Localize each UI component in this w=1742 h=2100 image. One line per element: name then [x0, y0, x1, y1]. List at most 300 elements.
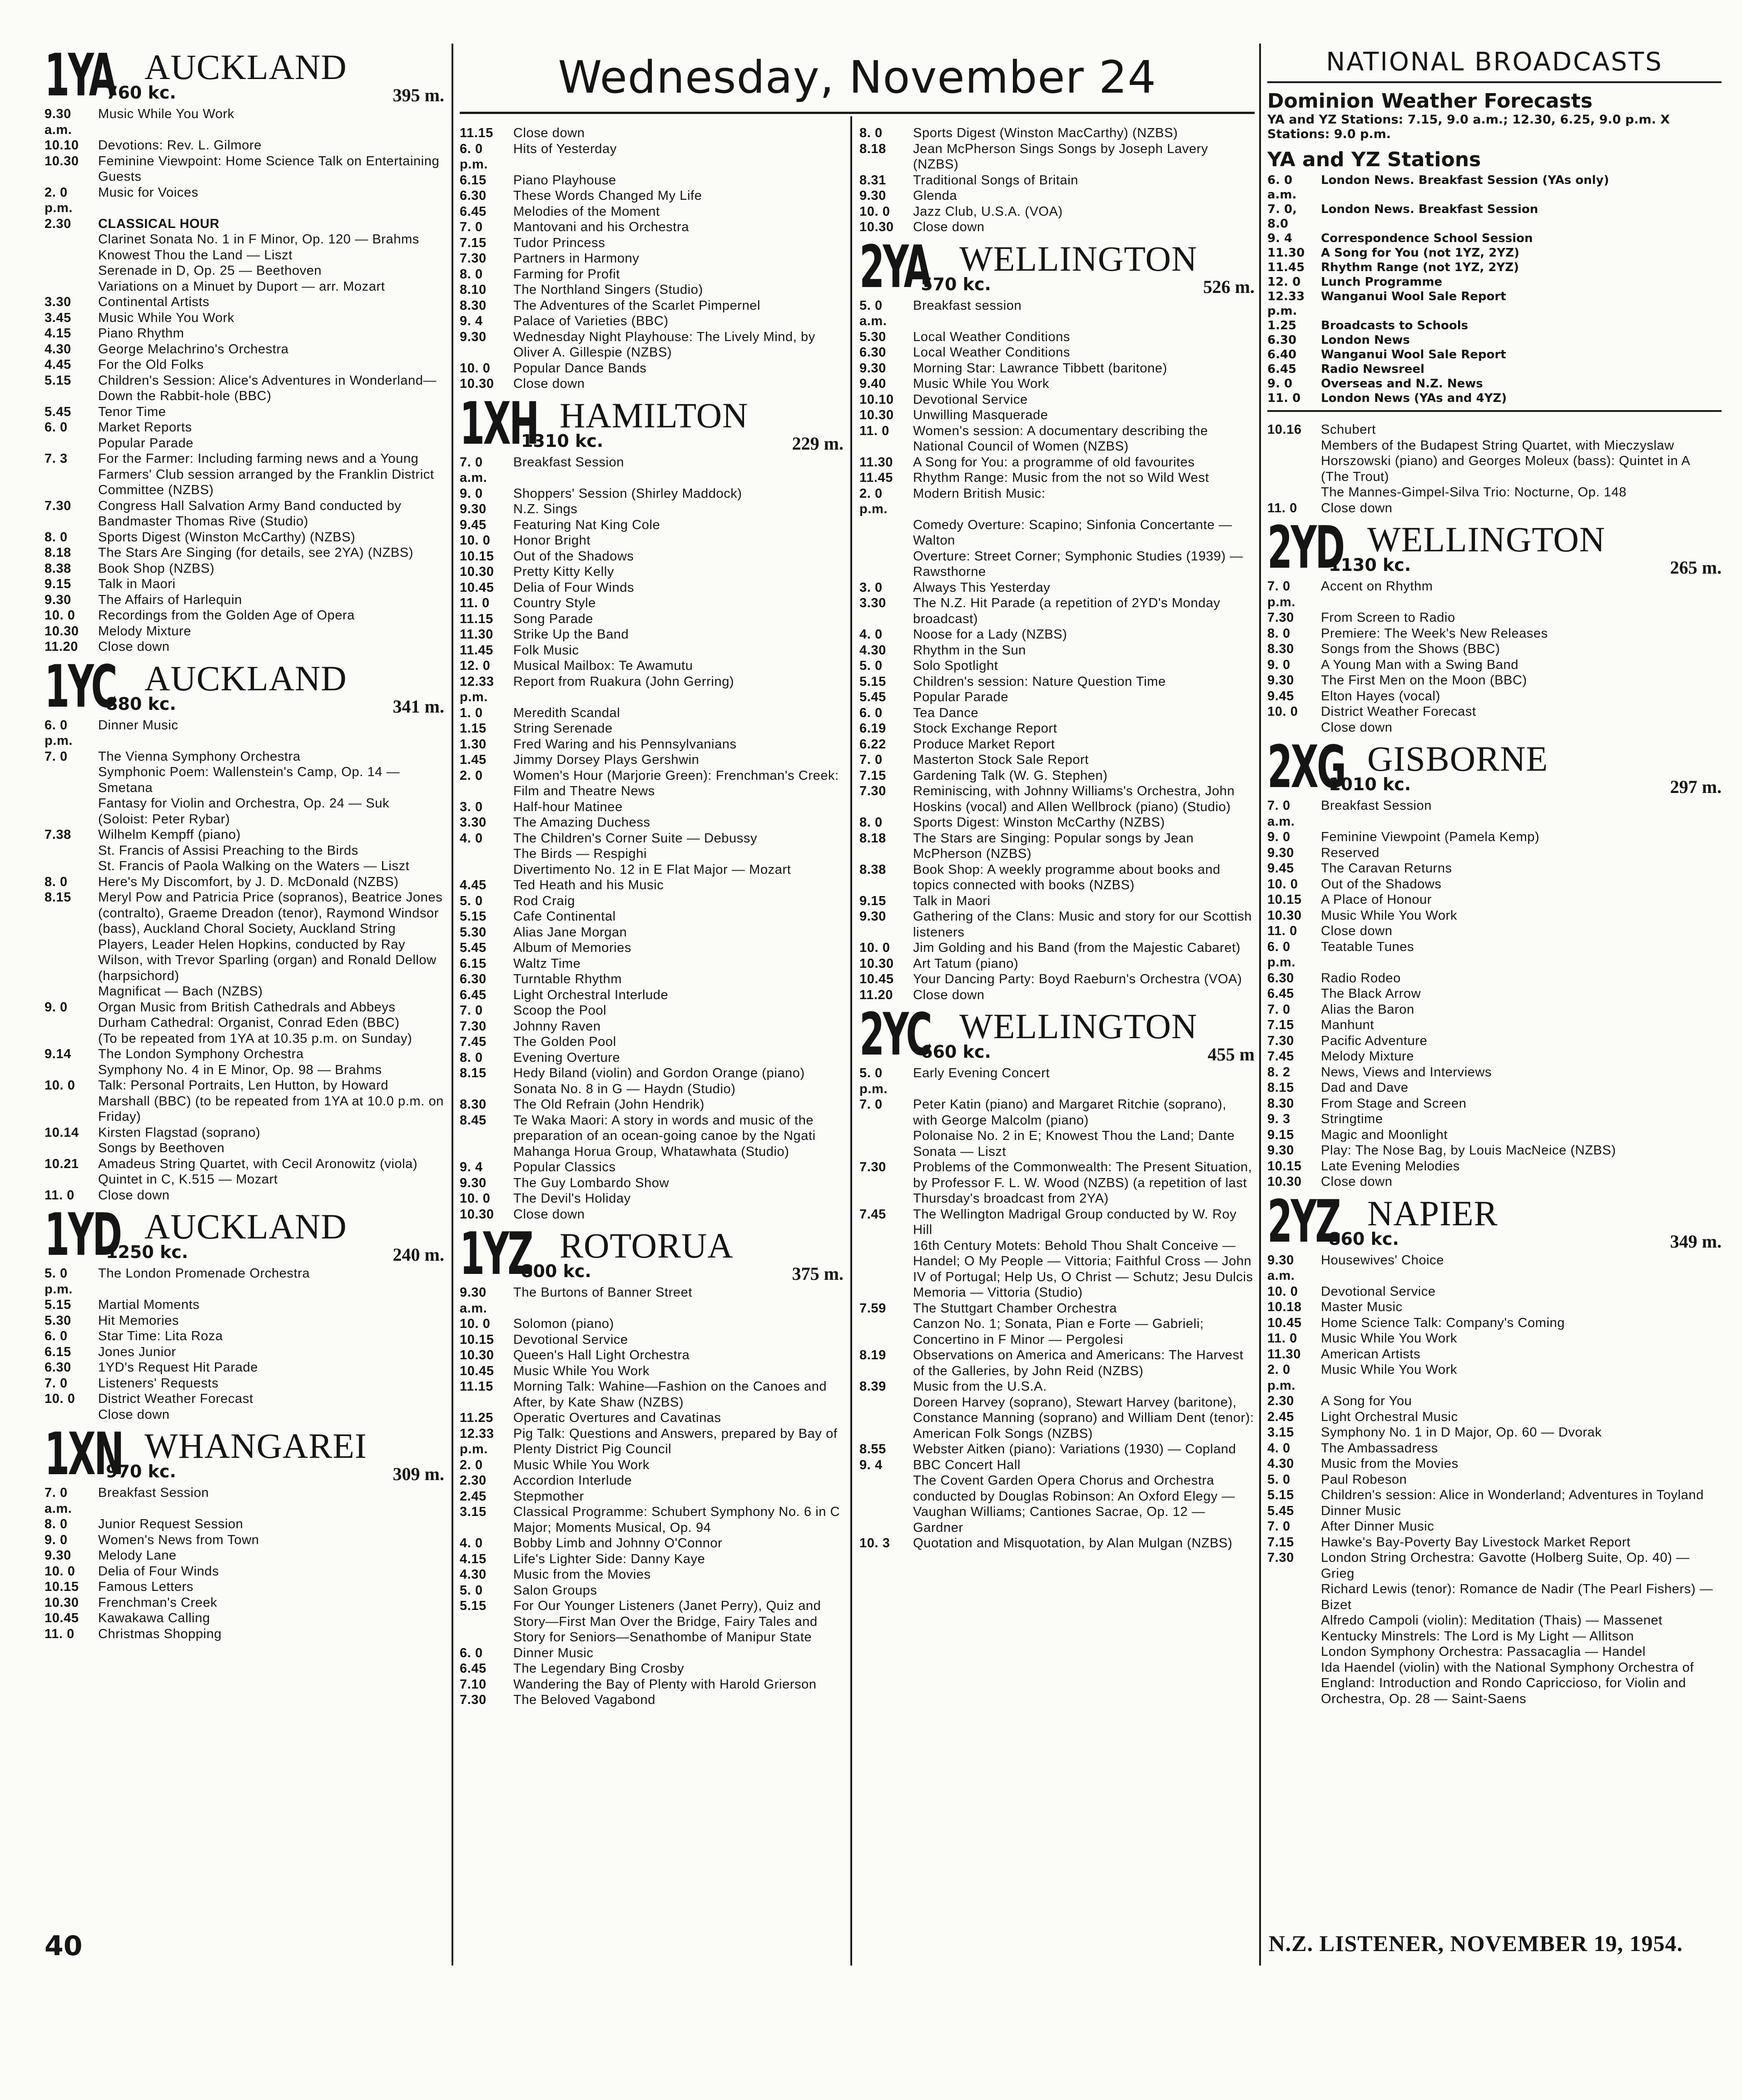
programme-item: [1267, 1347, 1722, 1362]
programme-item: [45, 326, 444, 342]
programme-item: [45, 1062, 444, 1078]
programme-item: [45, 718, 444, 749]
programme-item: [1267, 1441, 1722, 1456]
time: 7.59: [859, 1301, 886, 1316]
time: 2. 0: [460, 768, 483, 783]
programme: Breakfast Session: [513, 455, 624, 470]
programme: Housewives' Choice: [1321, 1253, 1444, 1268]
programme: Variations on a Minuet by Duport — arr. Mozart: [98, 279, 385, 294]
time: [1267, 1581, 1321, 1613]
time: 10. 3: [859, 1536, 890, 1550]
programme-item: [1267, 500, 1722, 516]
programme: Art Tatum (piano): [913, 956, 1019, 971]
programme-item: [859, 1301, 1255, 1317]
programme: Songs by Beethoven: [98, 1141, 225, 1155]
programme: Knowest Thou the Land — Liszt: [98, 248, 293, 262]
time: 12.33 p.m.: [1267, 290, 1305, 318]
time: 10. 0: [460, 1191, 491, 1206]
programme: Music from the U.S.A.: [913, 1379, 1047, 1394]
time: 8.10: [460, 282, 486, 297]
programme: Half-hour Matinee: [513, 799, 623, 814]
time: 6.30: [859, 345, 886, 360]
programme: Play: The Nose Bag, by Louis MacNeice (NZBS): [1321, 1143, 1616, 1158]
programme: Breakfast Session: [1321, 798, 1432, 813]
time: 9.15: [45, 577, 71, 591]
programme: Problems of the Commonwealth: The Present Situation, by Professor F. L. W. Wood (NZBS) (a repetition of last Thursday's broadcast from 2YA): [913, 1160, 1252, 1206]
programme-item: [859, 658, 1255, 674]
national-item: [1267, 376, 1722, 391]
programme: Music While You Work: [1321, 1331, 1457, 1346]
programme-item: [460, 643, 844, 659]
programme-item: [859, 1535, 1255, 1551]
programme: The Wellington Madrigal Group conducted by W. Roy Hill: [913, 1207, 1237, 1237]
programme: Close down: [1321, 924, 1393, 938]
programme: Wanganui Wool Sale Report: [1321, 348, 1506, 362]
time: 7. 3: [45, 451, 68, 466]
programme: Wanganui Wool Sale Report: [1321, 290, 1506, 303]
time: 6.22: [859, 737, 886, 752]
programme-item: [859, 423, 1255, 455]
programme-item: [1267, 845, 1722, 861]
station-header: [1267, 1188, 1722, 1256]
programme: District Weather Forecast: [1321, 704, 1476, 719]
programme-item: [460, 580, 844, 596]
programme: Listeners' Requests: [98, 1376, 219, 1391]
time: 9.30: [1267, 1143, 1294, 1158]
station-wavelength: 375 m.: [792, 1263, 844, 1284]
programme-list: [1267, 422, 1722, 516]
programme-item: [859, 831, 1255, 862]
time: 5.45: [45, 404, 71, 419]
time: 7. 0: [460, 220, 483, 234]
programme-item: [45, 373, 444, 404]
time: 7.10: [460, 1677, 486, 1692]
programme-item: [45, 498, 444, 530]
programme: Master Music: [1321, 1300, 1403, 1314]
programme-list: [460, 125, 844, 392]
programme-item: [45, 1046, 444, 1062]
programme-item: [1267, 1472, 1722, 1488]
programme-item: [460, 549, 844, 565]
programme: Comedy Overture: Scapino; Sinfonia Concertante — Walton: [913, 517, 1232, 548]
programme: Out of the Shadows: [1321, 877, 1442, 892]
programme-item: [460, 1097, 844, 1113]
programme-item: [859, 752, 1255, 768]
time: 2. 0 p.m.: [45, 185, 73, 215]
programme-item: [460, 987, 844, 1003]
time: [460, 846, 513, 862]
time: 10.30: [460, 376, 494, 391]
programme-item: [460, 674, 844, 705]
time: 11.15: [460, 126, 493, 140]
programme-item: [45, 874, 444, 890]
programme: Music While You Work: [1321, 1362, 1457, 1377]
programme: Wandering the Bay of Plenty with Harold Grierson: [513, 1677, 817, 1692]
time: [1267, 1660, 1321, 1707]
time: 7. 0 a.m.: [45, 1486, 72, 1516]
station-city: ROTORUA: [560, 1226, 734, 1265]
time: [45, 1062, 98, 1078]
programme: The Affairs of Harlequin: [98, 592, 242, 607]
programme: Masterton Stock Sale Report: [913, 753, 1089, 767]
time: 8.31: [859, 173, 886, 188]
programme: Melody Lane: [98, 1548, 177, 1563]
programme: Stock Exchange Report: [913, 721, 1057, 736]
station-call-sign: 1XN: [45, 1421, 123, 1488]
time: 9. 4: [460, 314, 483, 328]
time: 9.30: [460, 329, 486, 344]
national-item: [1267, 333, 1722, 347]
time: [45, 232, 98, 248]
programme-item: [859, 1395, 1255, 1442]
programme-item: [1267, 704, 1722, 720]
programme-item: [45, 1360, 444, 1376]
time: 3.30: [45, 295, 71, 309]
time: 6. 0 p.m.: [460, 141, 488, 172]
time: 5.15: [460, 1599, 486, 1613]
programme: Delia of Four Winds: [98, 1564, 219, 1579]
time: 3.30: [460, 815, 486, 830]
programme-item: [859, 893, 1255, 909]
programme: The Stuttgart Chamber Orchestra: [913, 1301, 1117, 1316]
programme-item: [460, 799, 844, 815]
programme: Paul Robeson: [1321, 1472, 1407, 1487]
column-rule: [1259, 44, 1261, 1966]
programme-item: [460, 1363, 844, 1379]
programme: Close down: [98, 1188, 170, 1203]
time: 3.30: [859, 596, 886, 610]
time: 10. 0: [859, 204, 890, 219]
station-city: AUCKLAND: [144, 1207, 347, 1246]
station-city: AUCKLAND: [144, 47, 347, 87]
programme-item: [45, 812, 444, 827]
time: 9.30: [859, 188, 886, 203]
time: 5.15: [45, 373, 71, 388]
programme: Featuring Nat King Cole: [513, 517, 660, 532]
programme-item: [1267, 688, 1722, 704]
programme-item: [859, 517, 1255, 549]
station-wavelength: 341 m.: [392, 696, 444, 717]
programme-item: [45, 279, 444, 295]
programme: Wilhelm Kempff (piano): [98, 827, 241, 842]
programme-item: [460, 251, 844, 267]
time: 11.30: [460, 627, 493, 642]
programme-item: [460, 455, 844, 486]
time: 5.15: [859, 674, 886, 689]
time: 12. 0: [1267, 275, 1301, 289]
time: 6. 0 a.m.: [1267, 173, 1297, 202]
time: 5.15: [1267, 1488, 1294, 1502]
time: 8.18: [859, 831, 886, 846]
time: 11.45: [1267, 261, 1305, 274]
time: 10. 0: [460, 361, 491, 376]
programme: Children's session: Nature Question Time: [913, 674, 1166, 689]
programme-item: [45, 1266, 444, 1297]
programme: Music for Voices: [98, 185, 199, 200]
programme: The Northland Singers (Studio): [513, 282, 703, 297]
programme-list: [859, 298, 1255, 1003]
station-header: [1267, 733, 1722, 801]
programme-item: [460, 862, 844, 878]
station-frequency: 800 kc.: [521, 1261, 591, 1281]
programme: Bobby Limb and Johnny O'Connor: [513, 1536, 723, 1550]
time: 10.18: [1267, 1300, 1302, 1314]
time: 4.30: [1267, 1456, 1294, 1471]
programme: Salon Groups: [513, 1583, 597, 1598]
programme-item: [859, 1238, 1255, 1301]
programme-item: [1267, 1002, 1722, 1018]
programme-item: [45, 1172, 444, 1188]
time: 12.33 p.m.: [460, 1426, 494, 1456]
time: 5.15: [460, 909, 486, 924]
time: 6.30: [1267, 333, 1297, 347]
programme-item: [460, 877, 844, 893]
programme: Frenchman's Creek: [98, 1595, 218, 1610]
programme: Hawke's Bay-Poverty Bay Livestock Market Report: [1321, 1535, 1631, 1550]
programme-item: [460, 267, 844, 282]
programme: Dad and Dave: [1321, 1080, 1409, 1095]
programme: Close down: [913, 987, 985, 1002]
programme: Accordion Interlude: [513, 1473, 632, 1488]
programme-item: [460, 1677, 844, 1693]
programme-item: [1267, 1284, 1722, 1300]
time: 2.30: [1267, 1394, 1294, 1408]
time: 6. 0: [460, 1645, 483, 1660]
programme-item: [1267, 1629, 1722, 1644]
time: 10.45: [45, 1611, 79, 1625]
programme-item: [859, 1457, 1255, 1473]
programme: Symphony No. 1 in D Major, Op. 60 — Dvorak: [1321, 1425, 1602, 1440]
programme: Country Style: [513, 596, 596, 610]
station-header: [45, 653, 444, 721]
programme: Children's session: Alice in Wonderland; Adventures in Toyland: [1321, 1488, 1704, 1502]
time: [45, 858, 98, 874]
programme-list: [460, 1285, 844, 1708]
programme: The First Men on the Moon (BBC): [1321, 673, 1527, 688]
programme: Jimmy Dorsey Plays Gershwin: [513, 753, 700, 767]
programme-item: [1267, 1253, 1722, 1284]
programme-item: [45, 1532, 444, 1548]
programme: Close down: [1321, 1174, 1393, 1189]
time: 7.30: [460, 251, 486, 266]
station-header: [45, 44, 444, 109]
time: 8. 0: [460, 1050, 483, 1065]
programme: Morning Talk: Wahine—Fashion on the Canoes and After, by Kate Shaw (NZBS): [513, 1379, 827, 1410]
programme: Reserved: [1321, 845, 1380, 860]
programme: The Black Arrow: [1321, 986, 1421, 1001]
programme-item: [1267, 939, 1722, 971]
programme-item: [859, 1473, 1255, 1535]
programme-item: [1267, 1456, 1722, 1472]
programme-item: [45, 1579, 444, 1595]
programme: Feminine Viewpoint (Pamela Kemp): [1321, 830, 1540, 844]
programme-item: [1267, 1503, 1722, 1519]
time: 10. 0: [45, 608, 75, 623]
time: 11. 0: [859, 423, 889, 438]
programme-item: [45, 1297, 444, 1313]
programme-list: [1267, 1253, 1722, 1707]
time: 11.30: [1267, 1347, 1301, 1362]
publication-footer: N.Z. LISTENER, NOVEMBER 19, 1954.: [1268, 1931, 1683, 1956]
time: 5.15: [45, 1298, 71, 1312]
national-item: [1267, 391, 1722, 406]
time: 8.19: [859, 1348, 886, 1362]
programme: Always This Yesterday: [913, 580, 1051, 595]
station-call-sign: 1XH: [460, 390, 538, 458]
time: [45, 764, 98, 796]
station-city: WHANGAREI: [144, 1426, 367, 1466]
programme: Music from the Movies: [1321, 1456, 1459, 1471]
programme-item: [859, 580, 1255, 596]
programme: Magic and Moonlight: [1321, 1127, 1448, 1142]
programme: Kirsten Flagstad (soprano): [98, 1125, 261, 1140]
programme-item: [45, 561, 444, 577]
time: 9.30: [1267, 673, 1294, 688]
programme: Breakfast session: [913, 298, 1022, 313]
programme: Mantovani and his Orchestra: [513, 220, 689, 234]
programme: Early Evening Concert: [913, 1066, 1050, 1080]
station-wavelength: 297 m.: [1670, 777, 1722, 797]
programme-item: [45, 1344, 444, 1360]
time: 7. 0: [1267, 1002, 1290, 1017]
programme: Evening Overture: [513, 1050, 620, 1065]
time: 7.30: [460, 1693, 486, 1707]
programme: BBC Concert Hall: [913, 1457, 1021, 1472]
programme: Close down: [513, 126, 585, 140]
programme: Quintet in C, K.515 — Mozart: [98, 1172, 278, 1187]
programme-item: [1267, 1550, 1722, 1581]
programme-item: [45, 890, 444, 984]
programme-item: [45, 1015, 444, 1031]
station-header: [859, 233, 1255, 301]
programme: Close down: [513, 376, 585, 391]
time: 10. 0: [45, 1078, 75, 1093]
station-wavelength: 229 m.: [792, 433, 844, 454]
programme: Music While You Work: [513, 1457, 650, 1472]
programme: Close down: [913, 220, 985, 234]
time: 8.45: [460, 1113, 486, 1128]
time: 9.15: [1267, 1127, 1294, 1142]
time: [45, 248, 98, 263]
programme-item: [460, 486, 844, 502]
time: 8.30: [460, 298, 486, 313]
time: 7.30: [859, 784, 886, 798]
time: 10.15: [460, 549, 494, 564]
programme: London String Orchestra: Gavotte (Holberg Suite, Op. 40) — Grieg: [1321, 1550, 1690, 1581]
station-2yd: [1267, 514, 1722, 735]
time: 9.30: [460, 1175, 486, 1190]
programme-item: [460, 1598, 844, 1645]
programme: Gardening Talk (W. G. Stephen): [913, 768, 1108, 783]
national-item: [1267, 362, 1722, 376]
programme: Ted Heath and his Music: [513, 878, 664, 892]
time: 8. 0: [460, 267, 483, 282]
time: [45, 1140, 98, 1156]
programme: Classical Programme: Schubert Symphony No. 6 in C Major; Moments Musical, Op. 94: [513, 1505, 840, 1535]
programme: Produce Market Report: [913, 737, 1055, 752]
programme: Accent on Rhythm: [1321, 579, 1433, 594]
programme: For Our Younger Listeners (Janet Perry), Quiz and Story—First Man Over the Bridge, Fairy Tales and Story for Seniors—Senathombe of Manipur State: [513, 1599, 821, 1644]
programme: Close down: [98, 639, 170, 654]
programme: Music While You Work: [513, 1363, 650, 1378]
programme-item: [859, 1379, 1255, 1395]
programme-item: [859, 361, 1255, 376]
programme-item: [45, 1078, 444, 1125]
programme-list: [1267, 798, 1722, 1190]
programme: The Devil's Holiday: [513, 1191, 631, 1206]
time: 8. 0: [859, 126, 883, 140]
programme: A Song for You: a programme of old favourites: [913, 455, 1195, 470]
programme: St. Francis of Paola Walking on the Waters — Liszt: [98, 859, 410, 873]
time: 10.10: [45, 138, 79, 153]
programme: Tea Dance: [913, 705, 979, 720]
programme-item: [859, 329, 1255, 345]
programme-item: [45, 1156, 444, 1172]
time: 7.45: [460, 1035, 486, 1049]
time: 8. 2: [1267, 1065, 1290, 1080]
programme: Local Weather Conditions: [913, 329, 1070, 344]
station-wavelength: 349 m.: [1670, 1231, 1722, 1252]
programme-item: [45, 1000, 444, 1015]
programme-item: [460, 361, 844, 376]
programme-item: [45, 592, 444, 608]
programme: Famous Letters: [98, 1580, 194, 1594]
time: 6.15: [460, 956, 486, 971]
national-item: [1267, 289, 1722, 318]
programme: George Melachrino's Orchestra: [98, 342, 289, 357]
station-city: WELLINGTON: [1367, 520, 1606, 559]
station-call-sign: 2YC: [859, 1001, 931, 1069]
time: 10.15: [1267, 892, 1302, 907]
programme: Talk: Personal Portraits, Len Hutton, by Howard Marshall (BBC) (to be repeated from 1YA at 10.0 p.m. on Friday): [98, 1078, 444, 1124]
time: 4.15: [45, 326, 71, 341]
programme-item: [460, 893, 844, 909]
time: [1267, 438, 1321, 485]
programme-item: [45, 624, 444, 639]
programme-item: [859, 721, 1255, 737]
time: 2. 0 p.m.: [1267, 1362, 1296, 1393]
programme-item: [45, 984, 444, 1000]
programme-item: [460, 1019, 844, 1035]
programme: A Young Man with a Swing Band: [1321, 657, 1519, 672]
time: 6. 0: [45, 420, 68, 435]
time: [859, 517, 913, 549]
station-frequency: 860 kc.: [1329, 1228, 1399, 1249]
time: 4. 0: [460, 831, 483, 846]
time: 10.30: [460, 1348, 494, 1362]
programme: These Words Changed My Life: [513, 188, 702, 203]
programme-item: [1267, 1033, 1722, 1049]
station-city: NAPIER: [1367, 1193, 1498, 1233]
time: 6.45: [1267, 362, 1297, 376]
time: 6.30: [1267, 971, 1294, 986]
programme-item: [859, 141, 1255, 173]
programme: Pacific Adventure: [1321, 1033, 1428, 1048]
time: 11.30: [859, 455, 893, 470]
station-city: GISBORNE: [1367, 739, 1548, 778]
programme-item: [1267, 720, 1722, 736]
station-wavelength: 455 m: [1207, 1044, 1255, 1065]
programme: Meryl Pow and Patricia Price (sopranos), Beatrice Jones (contralto), Graeme Dreadon (tenor), Raymond Windsor (bass), Auckland Choral Society, Auckland String Players, Leader Helen Hopkins, conducted by Ray Wilson, with Trevor Sparling (organ) and Ronald Dellow (harpsichord): [98, 890, 443, 983]
programme-item: [1267, 1644, 1722, 1660]
programme: London News: [1321, 333, 1410, 347]
programme: Piano Playhouse: [513, 173, 616, 188]
programme: Dinner Music: [513, 1645, 594, 1660]
time: 11.20: [859, 987, 893, 1002]
programme: Popular Dance Bands: [513, 361, 647, 376]
programme-item: [1267, 861, 1722, 877]
programme-item: [1267, 798, 1722, 829]
